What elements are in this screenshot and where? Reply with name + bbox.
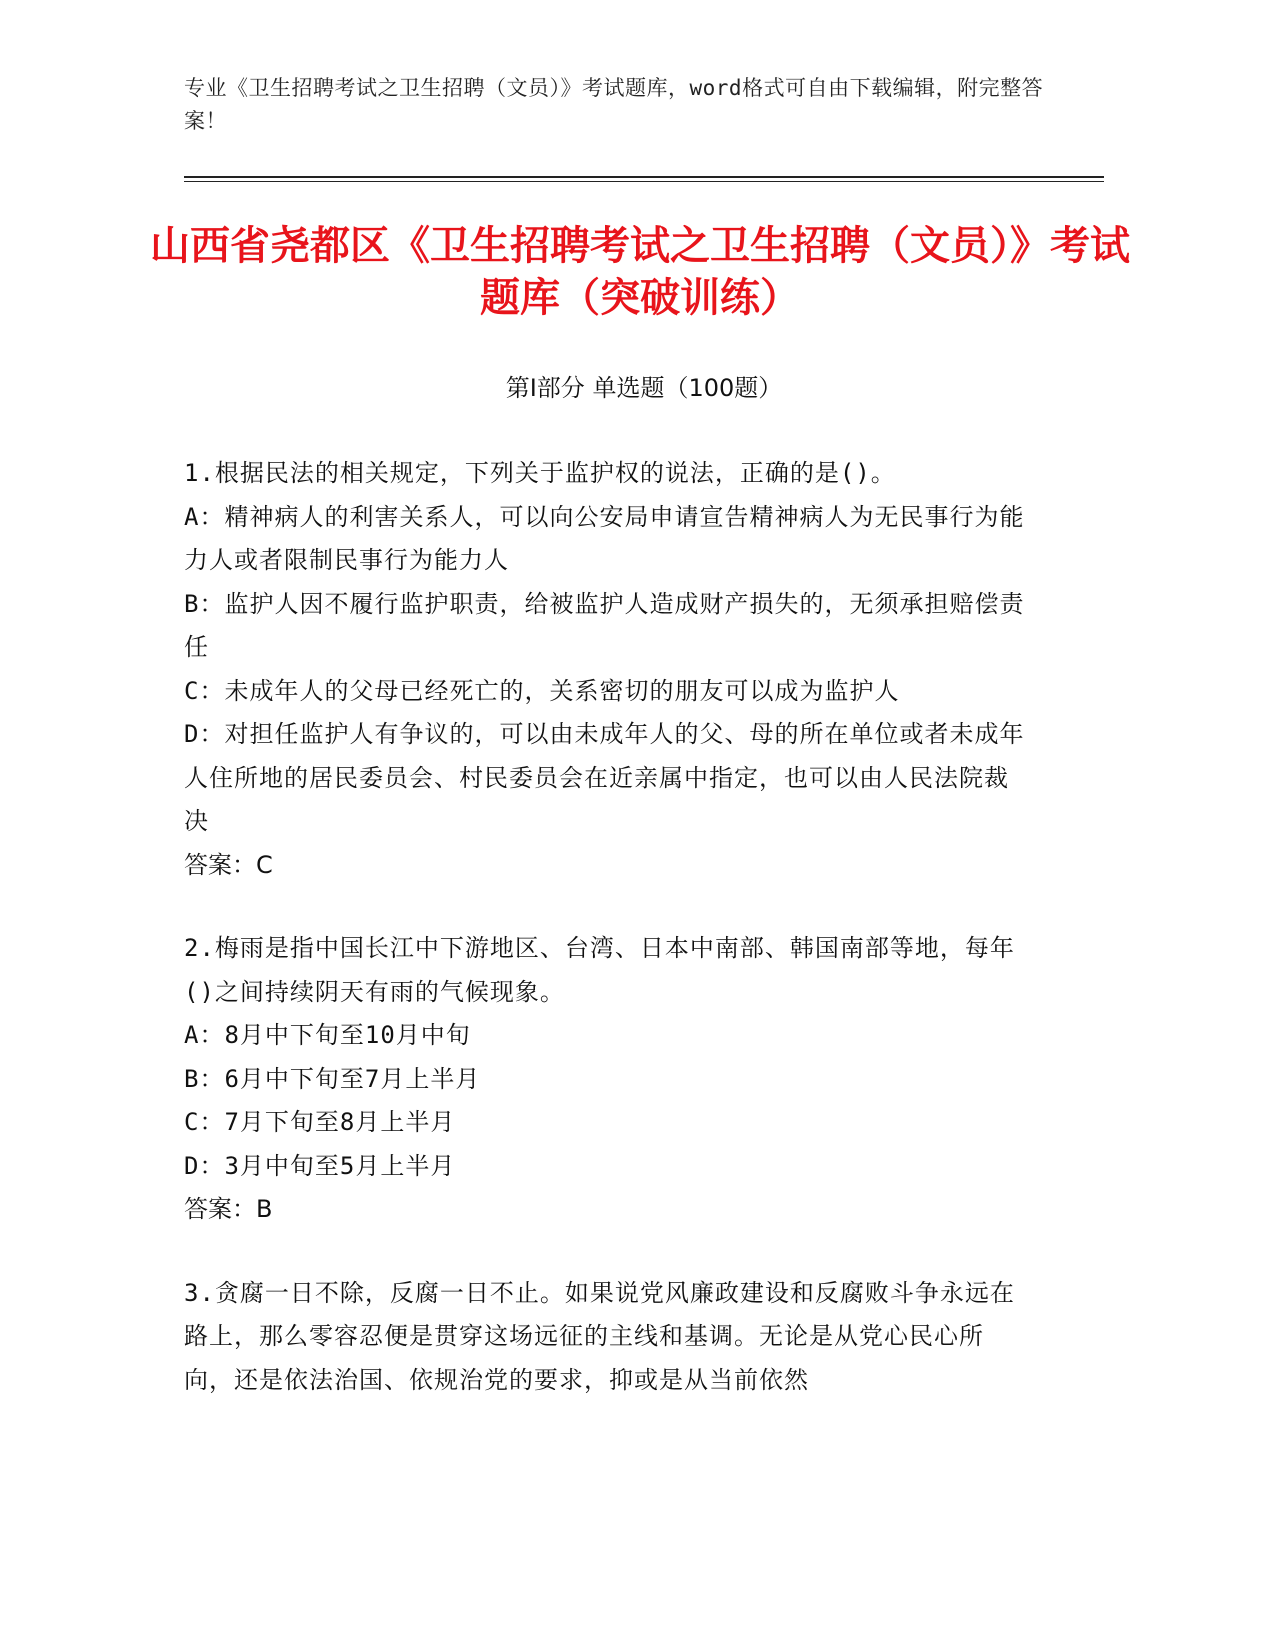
option-d: D：对担任监护人有争议的，可以由未成年人的父、母的所在单位或者未成年人住所地的居民委员会、村民委员会在近亲属中指定，也可以由人民法院裁决 bbox=[184, 720, 1025, 835]
question-stem: 3.贪腐一日不除，反腐一日不止。如果说党风廉政建设和反腐败斗争永远在路上，那么零容忍便是贯穿这场远征的主线和基调。无论是从党心民心所向，还是依法治国、依规治党的要求，抑或是从当前依然 bbox=[184, 1278, 1015, 1394]
option-b: B：6月中下旬至7月上半月 bbox=[184, 1064, 481, 1093]
question-stem: 1.根据民法的相关规定，下列关于监护权的说法，正确的是()。 bbox=[184, 459, 896, 487]
question-1 bbox=[184, 452, 1029, 887]
question-list bbox=[184, 452, 1029, 1442]
option-d: D：3月中旬至5月上半月 bbox=[184, 1151, 456, 1180]
document-title: 山西省尧都区《卫生招聘考试之卫生招聘（文员）》考试题库（突破训练） bbox=[150, 223, 1130, 321]
option-b: B：监护人因不履行监护职责，给被监护人造成财产损失的，无须承担赔偿责任 bbox=[184, 589, 1025, 661]
question-2 bbox=[184, 927, 1029, 1232]
header-note: 专业《卫生招聘考试之卫生招聘（文员）》考试题库，word格式可自由下载编辑，附完整答案！ bbox=[184, 76, 1044, 133]
question-3 bbox=[184, 1272, 1029, 1403]
question-stem: 2.梅雨是指中国长江中下游地区、台湾、日本中南部、韩国南部等地，每年()之间持续阴天有雨的气候现象。 bbox=[184, 934, 1015, 1006]
answer-line: 答案：B bbox=[184, 1195, 273, 1223]
answer-line: 答案：C bbox=[184, 850, 273, 879]
header-rule-thin bbox=[184, 181, 1104, 182]
header-rule-thick bbox=[184, 176, 1104, 178]
option-a: A：8月中下旬至10月中旬 bbox=[184, 1021, 471, 1049]
option-c: C：未成年人的父母已经死亡的，关系密切的朋友可以成为监护人 bbox=[184, 676, 900, 705]
option-a: A：精神病人的利害关系人，可以向公安局申请宣告精神病人为无民事行为能力人或者限制民事行为能力人 bbox=[184, 502, 1025, 574]
section-heading: 第I部分 单选题（100题） bbox=[505, 374, 783, 402]
option-c: C：7月下旬至8月上半月 bbox=[184, 1108, 456, 1136]
